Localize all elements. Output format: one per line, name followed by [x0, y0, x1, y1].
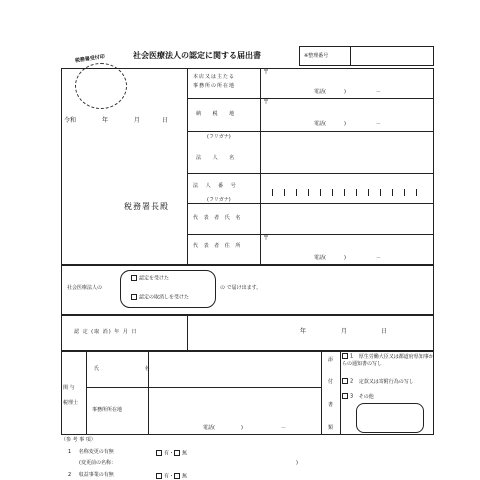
- accountant-phone: 電話( ) －: [203, 425, 286, 431]
- reference-number-label: ※整理番号: [304, 53, 329, 59]
- profit-business-choice[interactable]: 有・ 無: [156, 473, 187, 480]
- checkbox-attachment-3[interactable]: [342, 393, 348, 399]
- form-title: 社会医療法人の認定に関する届出書: [133, 51, 261, 60]
- postal-mark: 〒: [263, 69, 270, 76]
- recognition-month: 月: [341, 328, 348, 335]
- accountant-side-2: 税理士: [63, 400, 79, 406]
- reference-row-2: 2 収益事業の有無: [68, 472, 114, 478]
- recognition-day: 日: [381, 328, 388, 335]
- checkbox-recognized[interactable]: [131, 275, 137, 281]
- tax-place-label: 納 税 地: [196, 111, 240, 117]
- accountant-name-label: 氏 名: [94, 366, 172, 372]
- addressee: 税務署長殿: [124, 202, 169, 211]
- checkbox-attachment-2[interactable]: [342, 378, 348, 384]
- office-address-label-1: 本店又は主たる: [193, 74, 236, 80]
- office-phone: 電話( ) －: [314, 89, 381, 95]
- postal-mark-2: 〒: [263, 99, 270, 106]
- accountant-side-1: 関 与: [63, 385, 75, 391]
- corp-number-label: 法 人 番 号: [193, 183, 239, 189]
- attachment-item-2[interactable]: 2 定款又は寄附行為の写し: [342, 378, 414, 385]
- reception-stamp-label: 税務署受付印: [74, 53, 106, 65]
- attachments-side-2: 付: [328, 379, 334, 385]
- previous-name: (変更前の名称： ): [79, 460, 298, 466]
- recognition-year: 年: [300, 328, 307, 335]
- submission-date: 令和 年 月 日: [64, 117, 168, 124]
- attachment-item-3[interactable]: 3 その他: [342, 393, 374, 400]
- rep-phone: 電話( ) －: [314, 255, 381, 261]
- checkbox-profit-yes[interactable]: [156, 473, 162, 479]
- attachment-item-1[interactable]: 1 厚生労働大臣又は都道府県知事からの通知書の写し: [342, 353, 434, 367]
- reference-row-1: 1 名称変更の有無: [68, 449, 114, 455]
- tax-place-phone: 電話( ) －: [314, 121, 381, 127]
- rep-name-label: 代 表 者 氏 名: [193, 215, 243, 221]
- option-revoked[interactable]: 認定の取消しを受けた: [131, 294, 189, 301]
- accountant-office-label: 事務所所在地: [92, 407, 123, 413]
- rep-address-label: 代 表 者 住 所: [193, 243, 243, 249]
- declaration-prefix: 社会医療法人の: [67, 285, 103, 291]
- attachments-side-1: 添: [328, 357, 334, 363]
- checkbox-profit-no[interactable]: [174, 473, 180, 479]
- office-address-label-2: 事務所の所在地: [193, 83, 236, 89]
- checkbox-name-change-no[interactable]: [174, 450, 180, 456]
- attachments-side-4: 類: [328, 425, 334, 431]
- reference-heading: （参 考 事 項）: [61, 437, 96, 443]
- checkbox-attachment-1[interactable]: [342, 353, 348, 359]
- declaration-suffix: の で届け出ます。: [220, 285, 262, 291]
- furigana-label: (フリガナ): [207, 134, 231, 140]
- corp-name-label: 法 人 名: [196, 155, 240, 161]
- attachments-side-3: 書: [328, 402, 334, 408]
- option-recognized[interactable]: 認定を受けた: [131, 275, 169, 282]
- checkbox-revoked[interactable]: [131, 294, 137, 300]
- recognition-date-label: 認 定 (取 消) 年 月 日: [74, 329, 138, 335]
- name-change-choice[interactable]: 有・ 無: [156, 450, 187, 457]
- other-attachment-bracket[interactable]: [356, 403, 424, 433]
- checkbox-name-change-yes[interactable]: [156, 450, 162, 456]
- postal-mark-3: 〒: [263, 235, 270, 242]
- furigana-label-2: (フリガナ): [207, 197, 231, 203]
